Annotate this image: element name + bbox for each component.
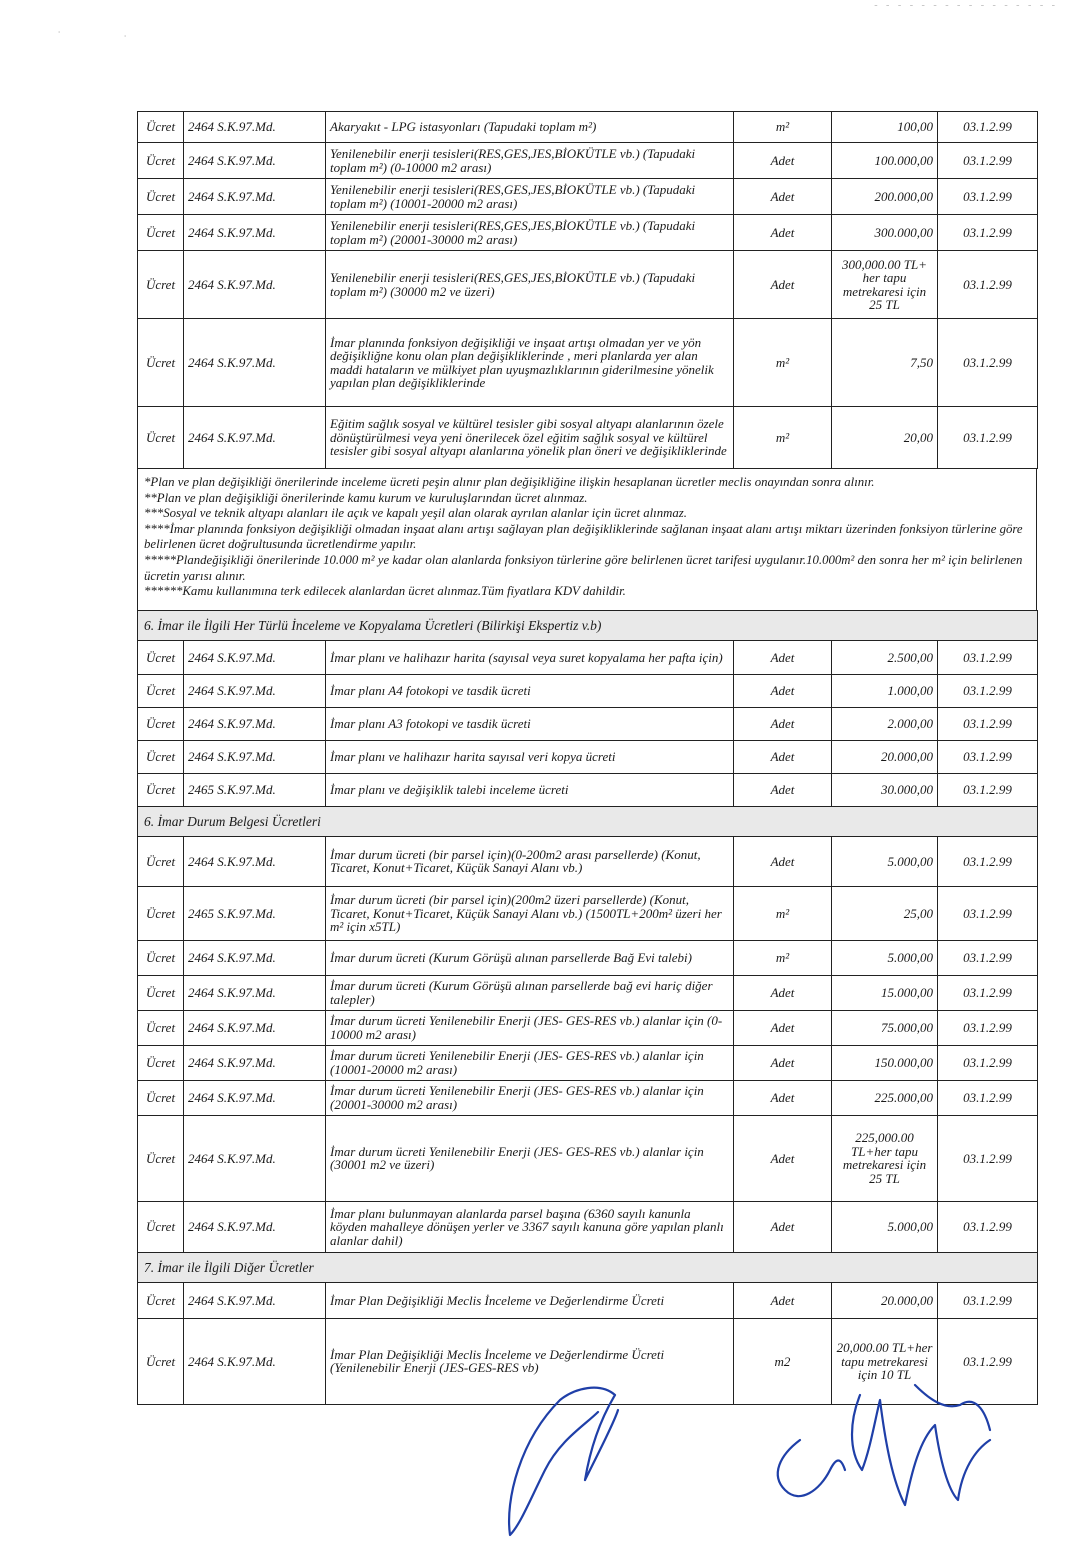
code-cell: 03.1.2.99 <box>938 940 1038 975</box>
unit-cell: m2 <box>734 1318 832 1404</box>
note-line: *****Plandeğişikliği önerilerinde 10.000 m² ye kadar olan alanlarda fonksiyon türlerine göre belirlenen ücret tarifesi uygulanır.10.000m² den sonra her m² için belirlenen ücretin yarısı alınır. <box>144 552 1023 583</box>
law-reference-cell: 2464 S.K.97.Md. <box>184 1045 326 1080</box>
scan-speck: · <box>124 32 126 41</box>
note-line: **Plan ve plan değişikliği önerilerinde kamu kurum ve kuruluşlarından ücret alınmaz. <box>144 490 588 505</box>
code-cell: 03.1.2.99 <box>938 112 1038 143</box>
description-cell: Akaryakıt - LPG istasyonları (Tapudaki toplam m²) <box>326 112 734 143</box>
fee-type-cell: Ücret <box>138 112 184 143</box>
fee-type-cell: Ücret <box>138 740 184 773</box>
amount-cell: 30.000,00 <box>832 773 938 806</box>
fee-row <box>138 1318 1038 1404</box>
law-reference-cell: 2464 S.K.97.Md. <box>184 1080 326 1115</box>
law-reference-cell: 2464 S.K.97.Md. <box>184 179 326 215</box>
fee-row <box>138 1115 1038 1201</box>
fee-type-cell: Ücret <box>138 215 184 251</box>
note-line: ****İmar planında fonksiyon değişikliği olmadan inşaat alanı artışı sağlayan plan değişikliklerinde sağlanan inşaat alanı artışı miktarı üzerinden fonksiyon türlerine göre belirlenen ücret doğrultusunda ücretlendirme yapılır. <box>144 521 1023 552</box>
description-cell: Yenilenebilir enerji tesisleri(RES,GES,JES,BİOKÜTLE vb.) (Tapudaki toplam m²) (20001-30000 m2 arası) <box>326 215 734 251</box>
fee-row <box>138 773 1038 806</box>
description-cell: İmar planı A4 fotokopi ve tasdik ücreti <box>326 674 734 707</box>
fee-type-cell: Ücret <box>138 319 184 407</box>
law-reference-cell: 2464 S.K.97.Md. <box>184 143 326 179</box>
section-title: 6. İmar Durum Belgesi Ücretleri <box>138 806 1038 836</box>
amount-cell: 5.000,00 <box>832 836 938 886</box>
fee-type-cell: Ücret <box>138 1282 184 1318</box>
law-reference-cell: 2464 S.K.97.Md. <box>184 319 326 407</box>
amount-cell: 20.000,00 <box>832 740 938 773</box>
fee-row <box>138 1282 1038 1318</box>
notes-block <box>137 469 1037 610</box>
law-reference-cell: 2464 S.K.97.Md. <box>184 112 326 143</box>
amount-cell: 225.000,00 <box>832 1080 938 1115</box>
code-cell: 03.1.2.99 <box>938 179 1038 215</box>
fee-type-cell: Ücret <box>138 940 184 975</box>
unit-cell: Adet <box>734 251 832 319</box>
unit-cell: Adet <box>734 674 832 707</box>
unit-cell: Adet <box>734 836 832 886</box>
description-cell: İmar durum ücreti Yenilenebilir Enerji (JES- GES-RES vb.) alanlar için (20001-30000 m2 arası) <box>326 1080 734 1115</box>
fee-row <box>138 319 1038 407</box>
law-reference-cell: 2464 S.K.97.Md. <box>184 1282 326 1318</box>
description-cell: İmar planı ve halihazır harita sayısal veri kopya ücreti <box>326 740 734 773</box>
amount-cell: 1.000,00 <box>832 674 938 707</box>
section-header-row <box>138 1252 1038 1282</box>
signature-middle <box>778 1440 845 1496</box>
code-cell: 03.1.2.99 <box>938 773 1038 806</box>
note-line: *Plan ve plan değişikliği önerilerinde inceleme ücreti peşin alınır plan değişikliğine ilişkin hesaplanan ücretler meclis onayından sonra alınır. <box>144 475 875 489</box>
law-reference-cell: 2464 S.K.97.Md. <box>184 836 326 886</box>
fee-type-cell: Ücret <box>138 773 184 806</box>
unit-cell: Adet <box>734 707 832 740</box>
fee-row <box>138 674 1038 707</box>
law-reference-cell: 2464 S.K.97.Md. <box>184 1115 326 1201</box>
unit-cell: Adet <box>734 1080 832 1115</box>
fee-type-cell: Ücret <box>138 1045 184 1080</box>
code-cell: 03.1.2.99 <box>938 1045 1038 1080</box>
description-cell: İmar planı ve değişiklik talebi inceleme ücreti <box>326 773 734 806</box>
fee-table-sections <box>137 610 1038 1405</box>
law-reference-cell: 2464 S.K.97.Md. <box>184 1318 326 1404</box>
description-cell: İmar planı bulunmayan alanlarda parsel başına (6360 sayılı kanunla köyden mahalleye dönüşen yerler ve 3367 sayılı kanuna göre yapılan planlı alanlar dahil) <box>326 1201 734 1252</box>
amount-cell: 7,50 <box>832 319 938 407</box>
amount-cell: 2.000,00 <box>832 707 938 740</box>
amount-cell: 20,00 <box>832 407 938 469</box>
unit-cell: Adet <box>734 1010 832 1045</box>
law-reference-cell: 2464 S.K.97.Md. <box>184 1010 326 1045</box>
amount-cell: 20.000,00 <box>832 1282 938 1318</box>
code-cell: 03.1.2.99 <box>938 251 1038 319</box>
fee-row <box>138 1080 1038 1115</box>
unit-cell: m² <box>734 407 832 469</box>
signature-right <box>852 1395 990 1505</box>
description-cell: İmar planı ve halihazır harita (sayısal veya suret kopyalama her pafta için) <box>326 640 734 674</box>
fee-type-cell: Ücret <box>138 1080 184 1115</box>
amount-cell: 15.000,00 <box>832 975 938 1010</box>
fee-type-cell: Ücret <box>138 1201 184 1252</box>
code-cell: 03.1.2.99 <box>938 215 1038 251</box>
signature-left <box>509 1388 615 1535</box>
fee-row <box>138 940 1038 975</box>
law-reference-cell: 2464 S.K.97.Md. <box>184 640 326 674</box>
fee-row <box>138 1010 1038 1045</box>
description-cell: İmar Plan Değişikliği Meclis İnceleme ve Değerlendirme Ücreti (Yenilenebilir Enerji (JES-GES-RES vb) <box>326 1318 734 1404</box>
amount-cell: 200.000,00 <box>832 179 938 215</box>
law-reference-cell: 2465 S.K.97.Md. <box>184 886 326 940</box>
code-cell: 03.1.2.99 <box>938 640 1038 674</box>
code-cell: 03.1.2.99 <box>938 319 1038 407</box>
fee-type-cell: Ücret <box>138 143 184 179</box>
fee-row <box>138 179 1038 215</box>
fee-row <box>138 836 1038 886</box>
code-cell: 03.1.2.99 <box>938 886 1038 940</box>
law-reference-cell: 2464 S.K.97.Md. <box>184 251 326 319</box>
description-cell: İmar durum ücreti Yenilenebilir Enerji (JES- GES-RES vb.) alanlar için (10001-20000 m2 arası) <box>326 1045 734 1080</box>
section-title: 6. İmar ile İlgili Her Türlü İnceleme ve Kopyalama Ücretleri (Bilirkişi Ekspertiz v.b) <box>138 610 1038 640</box>
law-reference-cell: 2464 S.K.97.Md. <box>184 740 326 773</box>
fee-row <box>138 707 1038 740</box>
fee-type-cell: Ücret <box>138 407 184 469</box>
law-reference-cell: 2464 S.K.97.Md. <box>184 940 326 975</box>
unit-cell: Adet <box>734 773 832 806</box>
amount-cell: 75.000,00 <box>832 1010 938 1045</box>
description-cell: Yenilenebilir enerji tesisleri(RES,GES,JES,BİOKÜTLE vb.) (Tapudaki toplam m²) (10001-20000 m2 arası) <box>326 179 734 215</box>
fee-type-cell: Ücret <box>138 640 184 674</box>
fee-type-cell: Ücret <box>138 179 184 215</box>
amount-cell: 5.000,00 <box>832 1201 938 1252</box>
unit-cell: m² <box>734 940 832 975</box>
code-cell: 03.1.2.99 <box>938 975 1038 1010</box>
section-header-row <box>138 610 1038 640</box>
signature-left-tail <box>585 1410 618 1480</box>
fee-type-cell: Ücret <box>138 1115 184 1201</box>
amount-cell: 2.500,00 <box>832 640 938 674</box>
description-cell: İmar durum ücreti (Kurum Görüşü alınan parsellerde bağ evi hariç diğer talepler) <box>326 975 734 1010</box>
description-cell: İmar durum ücreti (bir parsel için)(0-200m2 arası parsellerde) (Konut, Ticaret, Konut+Ticaret, Küçük Sanayi Alanı vb.) <box>326 836 734 886</box>
unit-cell: m² <box>734 886 832 940</box>
fee-row <box>138 886 1038 940</box>
unit-cell: m² <box>734 112 832 143</box>
code-cell: 03.1.2.99 <box>938 1201 1038 1252</box>
section-title: 7. İmar ile İlgili Diğer Ücretler <box>138 1252 1038 1282</box>
code-cell: 03.1.2.99 <box>938 740 1038 773</box>
amount-cell: 225,000.00 TL+her tapu metrekaresi için 25 TL <box>832 1115 938 1201</box>
unit-cell: Adet <box>734 179 832 215</box>
unit-cell: Adet <box>734 1045 832 1080</box>
fee-row <box>138 740 1038 773</box>
amount-cell: 5.000,00 <box>832 940 938 975</box>
fee-row <box>138 640 1038 674</box>
description-cell: Yenilenebilir enerji tesisleri(RES,GES,JES,BİOKÜTLE vb.) (Tapudaki toplam m²) (0-10000 m2 arası) <box>326 143 734 179</box>
code-cell: 03.1.2.99 <box>938 1010 1038 1045</box>
code-cell: 03.1.2.99 <box>938 407 1038 469</box>
law-reference-cell: 2464 S.K.97.Md. <box>184 1201 326 1252</box>
law-reference-cell: 2464 S.K.97.Md. <box>184 707 326 740</box>
code-cell: 03.1.2.99 <box>938 143 1038 179</box>
unit-cell: Adet <box>734 975 832 1010</box>
code-cell: 03.1.2.99 <box>938 836 1038 886</box>
amount-cell: 300,000.00 TL+ her tapu metrekaresi için 25 TL <box>832 251 938 319</box>
description-cell: İmar durum ücreti (bir parsel için)(200m2 üzeri parsellerde) (Konut, Ticaret, Konut+Ticaret, Küçük Sanayi Alanı vb.) (1500TL+200m² üzeri her m² için x5TL) <box>326 886 734 940</box>
law-reference-cell: 2464 S.K.97.Md. <box>184 215 326 251</box>
fee-table-group1 <box>137 111 1038 469</box>
fee-type-cell: Ücret <box>138 886 184 940</box>
fee-row <box>138 215 1038 251</box>
code-cell: 03.1.2.99 <box>938 1115 1038 1201</box>
amount-cell: 150.000,00 <box>832 1045 938 1080</box>
amount-cell: 100.000,00 <box>832 143 938 179</box>
fee-row <box>138 143 1038 179</box>
description-cell: İmar durum ücreti (Kurum Görüşü alınan parsellerde Bağ Evi talebi) <box>326 940 734 975</box>
scan-speck: · <box>58 28 60 37</box>
fee-type-cell: Ücret <box>138 251 184 319</box>
unit-cell: Adet <box>734 1282 832 1318</box>
fee-type-cell: Ücret <box>138 836 184 886</box>
description-cell: Yenilenebilir enerji tesisleri(RES,GES,JES,BİOKÜTLE vb.) (Tapudaki toplam m²) (30000 m2 ve üzeri) <box>326 251 734 319</box>
fee-schedule-sheet <box>137 111 1037 1405</box>
description-cell: İmar planında fonksiyon değişikliği ve inşaat artışı olmadan yer ve yön değişikliğne konu olan plan değişikliklerinde , meri planlarda yer alan maddi hataların ve mülkiyet plan uyuşmazlıklarının giderilmesine yönelik yapılan plan değişikliklerinde <box>326 319 734 407</box>
description-cell: İmar planı A3 fotokopi ve tasdik ücreti <box>326 707 734 740</box>
unit-cell: Adet <box>734 143 832 179</box>
unit-cell: Adet <box>734 215 832 251</box>
description-cell: İmar Plan Değişikliği Meclis İnceleme ve Değerlendirme Ücreti <box>326 1282 734 1318</box>
amount-cell: 300.000,00 <box>832 215 938 251</box>
note-line: ******Kamu kullanımına terk edilecek alanlardan ücret alınmaz.Tüm fiyatlara KDV dahildir. <box>144 584 626 599</box>
fee-type-cell: Ücret <box>138 1318 184 1404</box>
unit-cell: Adet <box>734 640 832 674</box>
top-scan-dots: - - - - - - - - - - - - - - - - <box>874 0 1058 11</box>
unit-cell: Adet <box>734 740 832 773</box>
fee-row <box>138 1201 1038 1252</box>
amount-cell: 25,00 <box>832 886 938 940</box>
law-reference-cell: 2464 S.K.97.Md. <box>184 674 326 707</box>
amount-cell: 20,000.00 TL+her tapu metrekaresi için 10 TL <box>832 1318 938 1404</box>
fee-row <box>138 112 1038 143</box>
unit-cell: Adet <box>734 1201 832 1252</box>
fee-row <box>138 407 1038 469</box>
code-cell: 03.1.2.99 <box>938 674 1038 707</box>
code-cell: 03.1.2.99 <box>938 1318 1038 1404</box>
code-cell: 03.1.2.99 <box>938 1282 1038 1318</box>
description-cell: Eğitim sağlık sosyal ve kültürel tesisler gibi sosyal altyapı alanlarının özele dönüştürülmesi veya yeni önerilecek özel eğitim sağlık sosyal ve kültürel tesisler gibi sosyal altyapı alanlarına yönelik plan öneri ve değişikliklerinde <box>326 407 734 469</box>
fee-row <box>138 975 1038 1010</box>
amount-cell: 100,00 <box>832 112 938 143</box>
unit-cell: m² <box>734 319 832 407</box>
fee-type-cell: Ücret <box>138 707 184 740</box>
section-header-row <box>138 806 1038 836</box>
fee-type-cell: Ücret <box>138 975 184 1010</box>
description-cell: İmar durum ücreti Yenilenebilir Enerji (JES- GES-RES vb.) alanlar için (0-10000 m2 arası) <box>326 1010 734 1045</box>
fee-type-cell: Ücret <box>138 1010 184 1045</box>
law-reference-cell: 2464 S.K.97.Md. <box>184 975 326 1010</box>
law-reference-cell: 2465 S.K.97.Md. <box>184 773 326 806</box>
fee-row <box>138 251 1038 319</box>
note-line: ***Sosyal ve teknik altyapı alanları ile açık ve kapalı yeşil alan olarak ayrılan alanlar için ücret alınmaz. <box>144 506 687 521</box>
code-cell: 03.1.2.99 <box>938 707 1038 740</box>
code-cell: 03.1.2.99 <box>938 1080 1038 1115</box>
description-cell: İmar durum ücreti Yenilenebilir Enerji (JES- GES-RES vb.) alanlar için (30001 m2 ve üzeri) <box>326 1115 734 1201</box>
unit-cell: Adet <box>734 1115 832 1201</box>
fee-row <box>138 1045 1038 1080</box>
law-reference-cell: 2464 S.K.97.Md. <box>184 407 326 469</box>
fee-type-cell: Ücret <box>138 674 184 707</box>
